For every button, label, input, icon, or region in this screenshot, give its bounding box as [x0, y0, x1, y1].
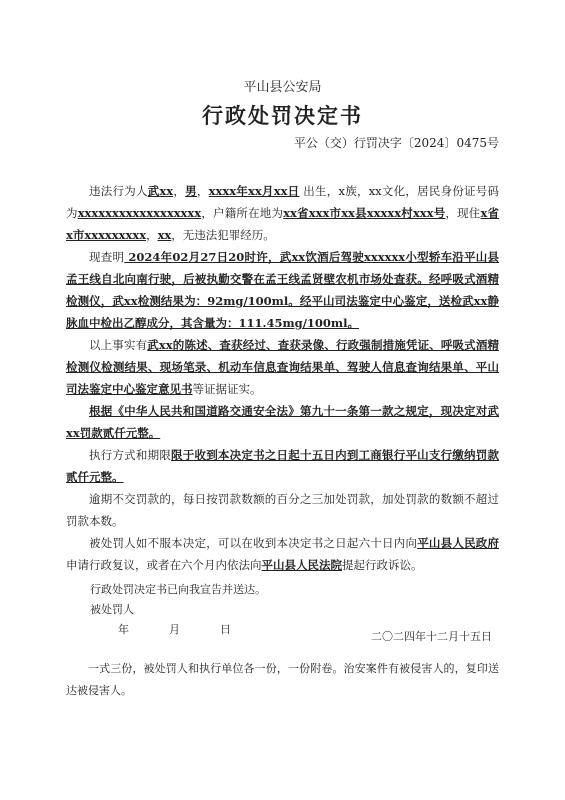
legal-basis-text: 根据《中华人民共和国道路交通安全法》第九十一条第一款之规定，现决定对武xx罚款贰仟元整。 — [66, 404, 499, 440]
decision-body — [66, 180, 499, 576]
text-span: ， — [173, 184, 186, 198]
evidence-paragraph — [66, 334, 499, 400]
legal-basis-paragraph — [66, 400, 499, 444]
offender-residence: x省x市xxxxxxxxx — [66, 206, 500, 242]
served-statement: 行政处罚决定书已向我宣告并送达。 — [90, 583, 266, 596]
document-title: 行政处罚决定书 — [202, 103, 363, 128]
facts-text: 2024年02月27日20时许，武xx饮酒后驾驶xxxxxx小型轿车沿平山县孟王线自北向南行驶，后被执勤交警在孟王线孟贤壁农机市场处查获。经呼吸式酒精检测仪，武xx检测结果为：92mg/100ml。经平山司法鉴定中心鉴定，送检武xx静脉血中检出乙醇成分，其含量为：111.45mg/100ml。 — [66, 250, 499, 330]
text-span: 申请行政复议，或者在六个月内依法向 — [66, 558, 262, 572]
offender-paragraph — [66, 180, 499, 246]
facts-paragraph — [66, 246, 499, 334]
text-span: ， — [146, 228, 158, 242]
offender-id-number: xxxxxxxxxxxxxxxxxx — [77, 206, 202, 220]
text-span: 被处罚人如不服本决定，可以在收到本决定书之日起六十日内向 — [89, 536, 418, 550]
text-span: ，无违法犯罪经历。 — [171, 228, 275, 242]
issuing-agency: 平山县公安局 — [243, 80, 322, 95]
year-label: 年 — [118, 623, 129, 636]
text-span: 以上事实有 — [89, 338, 148, 352]
text-span: ，现住 — [445, 206, 481, 220]
offender-occupation: xx — [157, 228, 172, 242]
execution-paragraph — [66, 444, 499, 488]
day-label: 日 — [220, 623, 231, 636]
text-span: ， — [196, 184, 209, 198]
evidence-list: 武xx的陈述、查获经过、查获录像、行政强制措施凭证、呼吸式酒精检测仪检测结果、现场笔录、机动车信息查询结果单、驾驶人信息查询结果单、平山司法鉴定中心鉴定意见书 — [66, 338, 499, 396]
issue-date: 二〇二四年十二月十五日 — [371, 630, 492, 643]
month-label: 月 — [169, 623, 180, 636]
text-span: 出生，x族，xx文化，居民身份证号码为 — [66, 184, 500, 220]
offender-birth: xxxx年xx月xx日 — [208, 184, 300, 198]
text-span: 执行方式和期限 — [89, 448, 172, 462]
offender-sex: 男 — [185, 184, 197, 198]
execution-method: 限于收到本决定书之日起十五日内到工商银行平山支行缴纳罚款贰仟元整。 — [66, 448, 499, 484]
penalized-person-label: 被处罚人 — [90, 603, 134, 616]
text-span: 等证据证实。 — [192, 382, 262, 396]
offender-domicile: xx省xxx市xx县xxxxx村xxx号 — [283, 206, 446, 220]
litigation-court: 平山县人民法院 — [261, 558, 342, 572]
text-span: 违法行为人 — [89, 184, 148, 198]
late-fee-paragraph: 逾期不交罚款的，每日按罚款数额的百分之三加处罚款，加处罚款的数额不超过罚款本数。 — [66, 492, 499, 528]
appeal-paragraph — [66, 532, 499, 576]
document-number: 平公（交）行罚决字〔2024〕0475号 — [293, 136, 499, 150]
text-span: 现查明 — [89, 250, 125, 264]
text-span: 提起行政诉讼。 — [342, 558, 423, 572]
copies-note: 一式三份，被处罚人和执行单位各一份，一份附卷。治安案件有被侵害人的，复印送达被侵害人。 — [66, 662, 499, 697]
review-authority: 平山县人民政府 — [417, 536, 500, 550]
offender-name: 武xx — [147, 184, 174, 198]
text-span: ，户籍所在地为 — [201, 206, 284, 220]
